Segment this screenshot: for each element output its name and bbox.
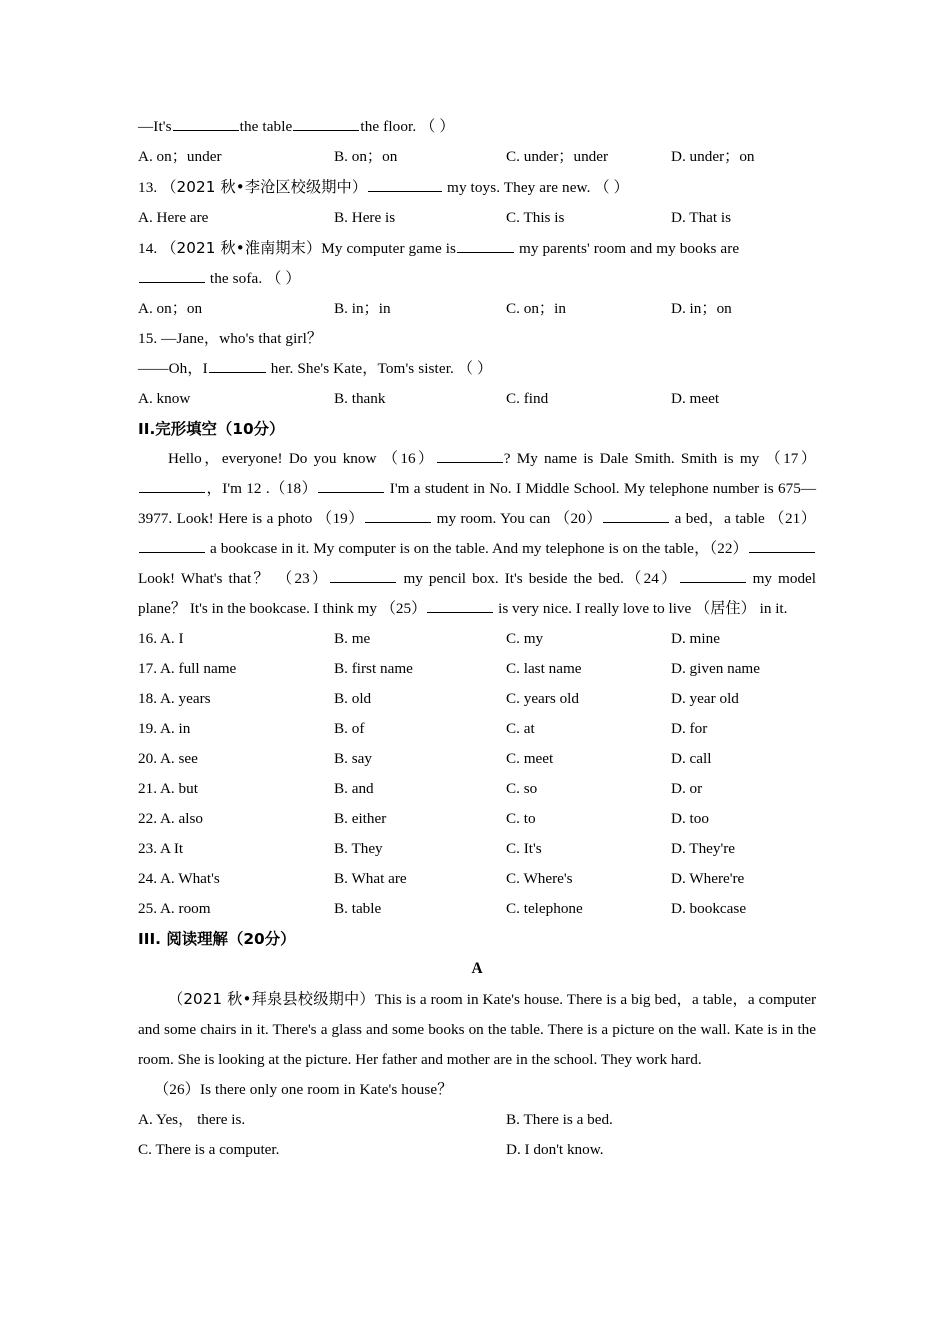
q15-line2-post: her. She's Kate，Tom's sister. （ ） xyxy=(270,360,493,377)
option-b[interactable]: B. of xyxy=(334,720,365,737)
reading-line-4: They work hard. xyxy=(600,1051,702,1068)
option-c[interactable]: C. years old xyxy=(506,690,579,707)
option-c[interactable]: C. This is xyxy=(506,209,565,226)
cloze-option-row xyxy=(138,624,816,654)
answer-blank xyxy=(437,448,503,463)
option-d[interactable]: D. Where're xyxy=(671,870,745,887)
option-d[interactable]: D. That is xyxy=(671,209,732,226)
reading-passage-label: A xyxy=(471,960,483,977)
cloze-option-row xyxy=(138,894,816,924)
option-a[interactable]: A. Yes， there is. xyxy=(138,1111,246,1128)
q12-stem-pre: —It's xyxy=(138,118,172,135)
option-c[interactable]: C. my xyxy=(506,630,544,647)
option-c[interactable]: C. There is a computer. xyxy=(138,1141,280,1158)
question-13-options xyxy=(138,203,816,233)
option-d[interactable]: D. in；on xyxy=(671,300,732,317)
option-b[interactable]: B. first name xyxy=(334,660,413,677)
option-b[interactable]: B. in；in xyxy=(334,300,391,317)
answer-blank xyxy=(680,568,746,583)
option-c[interactable]: C. at xyxy=(506,720,535,737)
option-d[interactable]: D. I don't know. xyxy=(506,1141,604,1158)
option-a[interactable]: 25. A. room xyxy=(138,900,211,917)
cloze-text-6: number is 675—3977. Look! Here is a photo （19） xyxy=(138,480,817,527)
option-b[interactable]: B. There is a bed. xyxy=(506,1111,613,1128)
option-b[interactable]: B. What are xyxy=(334,870,407,887)
option-d[interactable]: D. mine xyxy=(671,630,720,647)
option-a[interactable]: 17. A. full name xyxy=(138,660,237,677)
question-26-options-row-1 xyxy=(138,1105,816,1135)
option-a[interactable]: A. Here are xyxy=(138,209,209,226)
cloze-option-row xyxy=(138,654,816,684)
option-d[interactable]: D. too xyxy=(671,810,709,827)
question-14-stem-line2 xyxy=(138,264,816,294)
option-c[interactable]: C. under；under xyxy=(506,148,609,165)
answer-blank xyxy=(427,598,493,613)
question-12-options xyxy=(138,142,816,172)
cloze-option-row xyxy=(138,744,816,774)
option-a[interactable]: 20. A. see xyxy=(138,750,198,767)
question-15-line1: 15. —Jane，who's that girl？ xyxy=(138,330,323,347)
cloze-text-16: is very xyxy=(498,600,540,617)
option-c[interactable]: C. on；in xyxy=(506,300,566,317)
option-a[interactable]: A. on；under xyxy=(138,148,222,165)
option-c[interactable]: C. Where's xyxy=(506,870,573,887)
answer-blank xyxy=(365,508,431,523)
section-2-heading: II.完形填空（10分） xyxy=(138,420,285,438)
answer-blank xyxy=(749,538,815,553)
cloze-text-10: a bookcase in it. My computer is on the table. And my telephone is xyxy=(210,540,619,557)
option-c[interactable]: C. telephone xyxy=(506,900,583,917)
answer-blank xyxy=(293,116,359,131)
option-b[interactable]: B. on；on xyxy=(334,148,398,165)
answer-blank xyxy=(139,478,205,493)
reading-line-2: computer and some chairs in it. There's a glass and some books on the table. There is a picture on xyxy=(138,991,817,1038)
option-b[interactable]: B. thank xyxy=(334,390,386,407)
question-14-stem-line1 xyxy=(138,233,816,264)
option-c[interactable]: C. so xyxy=(506,780,538,797)
cloze-passage xyxy=(138,444,816,624)
option-a[interactable]: 21. A. but xyxy=(138,780,198,797)
reading-line-1: This is a room in Kate's house. There is a big bed，a table，a xyxy=(374,991,755,1008)
question-12-stem xyxy=(138,112,816,142)
cloze-text-8: a xyxy=(674,510,682,527)
question-26-stem: （26）Is there only one room in Kate's house？ xyxy=(154,1081,453,1098)
answer-blank xyxy=(139,268,205,283)
reading-source: （2021 秋•拜泉县校级期中） xyxy=(168,990,375,1008)
option-d[interactable]: D. or xyxy=(671,780,703,797)
cloze-option-row xyxy=(138,834,816,864)
option-b[interactable]: B. either xyxy=(334,810,387,827)
question-14-options xyxy=(138,294,816,324)
cloze-text-15: my model plane？ It's in the bookcase. I think my （25） xyxy=(138,570,817,617)
q14-source: （2021 秋•淮南期末） xyxy=(161,239,322,257)
cloze-answer-list xyxy=(138,624,816,924)
cloze-text-14: bed.（24） xyxy=(598,570,679,587)
answer-blank xyxy=(457,238,514,253)
cloze-text-3: （17） xyxy=(765,450,817,467)
answer-blank xyxy=(209,358,266,373)
answer-blank xyxy=(318,478,384,493)
option-c[interactable]: C. find xyxy=(506,390,549,407)
cloze-text-9: bed，a table （21） xyxy=(685,510,816,527)
option-c[interactable]: C. It's xyxy=(506,840,542,857)
cloze-text-12: Look! What's that？ （23） xyxy=(138,570,330,587)
option-d[interactable]: D. bookcase xyxy=(671,900,747,917)
option-d[interactable]: D. meet xyxy=(671,390,720,407)
answer-blank xyxy=(173,116,239,131)
option-a[interactable]: 18. A. years xyxy=(138,690,211,707)
option-b[interactable]: B. say xyxy=(334,750,372,767)
cloze-text-4: ，I'm 12 .（18） xyxy=(206,480,318,497)
answer-blank xyxy=(368,177,442,192)
q13-source: （2021 秋•李沧区校级期中） xyxy=(161,178,368,196)
cloze-text-2: ? My name is Dale Smith. Smith is my xyxy=(503,450,760,467)
option-b[interactable]: B. They xyxy=(334,840,383,857)
option-d[interactable]: D. They're xyxy=(671,840,736,857)
option-a[interactable]: 23. A It xyxy=(138,840,184,857)
cloze-option-row xyxy=(138,774,816,804)
answer-blank xyxy=(139,538,205,553)
q12-stem-post: the floor. （ ） xyxy=(360,118,455,135)
q14-number: 14. xyxy=(138,240,158,257)
option-b[interactable]: B. Here is xyxy=(334,209,396,226)
cloze-option-row xyxy=(138,864,816,894)
option-a[interactable]: 22. A. also xyxy=(138,810,203,827)
option-d[interactable]: D. year old xyxy=(671,690,739,707)
option-c[interactable]: C. last name xyxy=(506,660,582,677)
option-d[interactable]: D. for xyxy=(671,720,708,737)
cloze-option-row xyxy=(138,804,816,834)
option-c[interactable]: C. to xyxy=(506,810,536,827)
option-d[interactable]: D. given name xyxy=(671,660,760,677)
answer-blank xyxy=(330,568,396,583)
cloze-option-row xyxy=(138,684,816,714)
cloze-text-1: Hello，everyone! Do you know （16） xyxy=(168,450,436,467)
cloze-text-11: on the table，（22） xyxy=(622,540,749,557)
answer-blank xyxy=(603,508,669,523)
q15-line2-pre: ——Oh，I xyxy=(138,360,208,377)
q13-number: 13. xyxy=(138,179,158,196)
question-26-options-row-2 xyxy=(138,1135,816,1165)
cloze-option-row xyxy=(138,714,816,744)
option-b[interactable]: B. and xyxy=(334,780,374,797)
option-a[interactable]: 16. A. I xyxy=(138,630,184,647)
section-3-heading: III. 阅读理解（20分） xyxy=(138,930,296,948)
reading-passage xyxy=(138,984,816,1075)
q14-stem-c: the sofa. （ ） xyxy=(209,270,301,287)
q13-stem-post: my toys. They are new. （ ） xyxy=(447,179,629,196)
cloze-text-7: my room. You can （20） xyxy=(436,510,603,527)
cloze-text-5: I'm a student in No. I Middle School. My telephone xyxy=(389,480,709,497)
q14-stem-b: my parents' room and my books are xyxy=(518,240,740,257)
option-a[interactable]: 19. A. in xyxy=(138,720,191,737)
question-13-stem xyxy=(138,172,816,203)
q14-stem-a: My computer game is xyxy=(321,240,457,257)
option-a[interactable]: 24. A. What's xyxy=(138,870,220,887)
option-a[interactable]: A. know xyxy=(138,390,191,407)
option-d[interactable]: D. call xyxy=(671,750,712,767)
cloze-text-13: my pencil box. It's beside the xyxy=(403,570,593,587)
page-content xyxy=(138,112,816,1165)
option-c[interactable]: C. meet xyxy=(506,750,554,767)
option-b[interactable]: B. old xyxy=(334,690,372,707)
reading-line-3: the wall. Kate is in the room. She is looking at the picture. Her father and mother are in the school. xyxy=(138,1021,817,1068)
cloze-text-17: nice. I really love to live （居住） in it. xyxy=(542,600,788,617)
option-b[interactable]: B. me xyxy=(334,630,371,647)
q12-stem-mid: the table xyxy=(239,118,293,135)
question-15-options xyxy=(138,384,816,414)
option-a[interactable]: A. on；on xyxy=(138,300,203,317)
option-d[interactable]: D. under；on xyxy=(671,148,755,165)
question-15-line2 xyxy=(138,354,816,384)
option-b[interactable]: B. table xyxy=(334,900,382,917)
